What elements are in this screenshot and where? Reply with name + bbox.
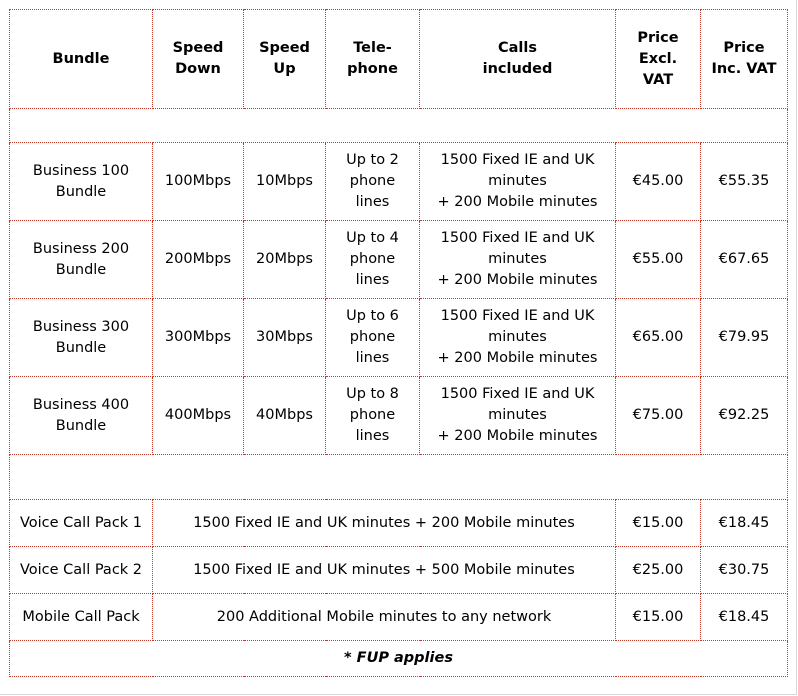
- price-excl-vat: €15.00: [616, 594, 701, 641]
- cell-line: lines: [355, 272, 390, 288]
- cell-line: lines: [355, 428, 390, 444]
- header-telephone: [326, 10, 420, 109]
- cell-line: minutes: [488, 329, 547, 345]
- cell-line: minutes: [488, 173, 547, 189]
- speed-up: 20Mbps: [244, 221, 326, 299]
- price-inc-vat: €18.45: [701, 500, 788, 547]
- price-inc-vat: €67.65: [701, 221, 788, 299]
- pack-description: 1500 Fixed IE and UK minutes + 500 Mobile minutes: [153, 547, 616, 594]
- pack-row: [10, 547, 788, 594]
- cell-line: 1500 Fixed IE and UK: [440, 308, 595, 324]
- cell-line: Speed: [172, 40, 224, 56]
- cell-line: Up to 2: [346, 152, 399, 168]
- pack-description: 1500 Fixed IE and UK minutes + 200 Mobile minutes: [153, 500, 616, 547]
- cell-line: 1500 Fixed IE and UK: [440, 152, 595, 168]
- note-row: [10, 641, 788, 677]
- pack-name: Voice Call Pack 2: [10, 547, 153, 594]
- price-excl-vat: €15.00: [616, 500, 701, 547]
- price-excl-vat: €25.00: [616, 547, 701, 594]
- cell-line: phone: [349, 329, 396, 345]
- bundle-name: [10, 377, 153, 455]
- price-inc-vat: €79.95: [701, 299, 788, 377]
- bundle-row: [10, 143, 788, 221]
- cell-line: phone: [349, 251, 396, 267]
- header-bundle: [10, 10, 153, 109]
- pack-name: Voice Call Pack 1: [10, 500, 153, 547]
- cell-line: Tele-: [353, 40, 392, 56]
- fup-note: * FUP applies: [10, 641, 788, 677]
- telephone-lines: [326, 299, 420, 377]
- cell-line: lines: [355, 194, 390, 210]
- cell-line: Bundle: [55, 417, 107, 434]
- cell-line: Bundle: [55, 261, 107, 278]
- bundle-row: [10, 377, 788, 455]
- cell-line: Up to 8: [346, 386, 399, 402]
- header-row: [10, 10, 788, 109]
- bundle-name: [10, 221, 153, 299]
- pricing-table: [9, 9, 788, 677]
- price-excl-vat: €75.00: [616, 377, 701, 455]
- cell-line: Calls: [498, 40, 537, 56]
- cell-line: Inc. VAT: [711, 61, 777, 77]
- pack-row: [10, 594, 788, 641]
- telephone-lines: [326, 143, 420, 221]
- cell-line: Price: [723, 40, 765, 56]
- cell-line: included: [482, 61, 553, 77]
- cell-line: phone: [349, 173, 396, 189]
- cell-line: + 200 Mobile minutes: [437, 350, 598, 366]
- calls-included: [420, 143, 616, 221]
- pack-name: Mobile Call Pack: [10, 594, 153, 641]
- spacer-row: [10, 109, 788, 143]
- cell-line: Bundle: [52, 50, 110, 67]
- speed-up: 30Mbps: [244, 299, 326, 377]
- calls-included: [420, 377, 616, 455]
- cell-line: phone: [349, 407, 396, 423]
- bundle-name: [10, 299, 153, 377]
- speed-down: 400Mbps: [153, 377, 244, 455]
- cell-line: Bundle: [55, 339, 107, 356]
- speed-down: 100Mbps: [153, 143, 244, 221]
- telephone-lines: [326, 221, 420, 299]
- calls-included: [420, 221, 616, 299]
- cell-line: phone: [347, 61, 398, 77]
- bundle-row: [10, 299, 788, 377]
- cell-line: minutes: [488, 407, 547, 423]
- speed-down: 200Mbps: [153, 221, 244, 299]
- cell-line: Business 300: [32, 318, 130, 335]
- cell-line: lines: [355, 350, 390, 366]
- cell-line: Speed: [259, 40, 310, 56]
- cell-line: Business 200: [32, 240, 130, 257]
- price-inc-vat: €92.25: [701, 377, 788, 455]
- telephone-lines: [326, 377, 420, 455]
- header-calls-included: [420, 10, 616, 109]
- price-inc-vat: €18.45: [701, 594, 788, 641]
- header-price-excl-vat: [616, 10, 701, 109]
- price-excl-vat: €65.00: [616, 299, 701, 377]
- cell-line: minutes: [488, 251, 547, 267]
- cell-line: Up to 6: [346, 308, 399, 324]
- cell-line: Down: [175, 61, 221, 77]
- cell-line: Business 400: [32, 396, 130, 413]
- header-speed-up: [244, 10, 326, 109]
- speed-up: 40Mbps: [244, 377, 326, 455]
- cell-line: + 200 Mobile minutes: [437, 272, 598, 288]
- cell-line: Excl.: [638, 50, 678, 67]
- cell-line: Bundle: [55, 183, 107, 200]
- cell-line: Up: [273, 61, 296, 77]
- cell-line: + 200 Mobile minutes: [437, 194, 598, 210]
- calls-included: [420, 299, 616, 377]
- spacer-cell: [10, 455, 788, 500]
- header-price-inc-vat: [701, 10, 788, 109]
- price-excl-vat: €45.00: [616, 143, 701, 221]
- header-speed-down: [153, 10, 244, 109]
- pack-row: [10, 500, 788, 547]
- cell-line: 1500 Fixed IE and UK: [440, 230, 595, 246]
- price-excl-vat: €55.00: [616, 221, 701, 299]
- cell-line: Price: [637, 29, 679, 46]
- cell-line: VAT: [642, 71, 674, 88]
- bundle-row: [10, 221, 788, 299]
- cell-line: Up to 4: [346, 230, 399, 246]
- speed-down: 300Mbps: [153, 299, 244, 377]
- price-inc-vat: €55.35: [701, 143, 788, 221]
- price-inc-vat: €30.75: [701, 547, 788, 594]
- cell-line: + 200 Mobile minutes: [437, 428, 598, 444]
- bundle-name: [10, 143, 153, 221]
- spacer-row: [10, 455, 788, 500]
- pack-description: 200 Additional Mobile minutes to any network: [153, 594, 616, 641]
- spacer-cell: [10, 109, 788, 143]
- cell-line: 1500 Fixed IE and UK: [440, 386, 595, 402]
- speed-up: 10Mbps: [244, 143, 326, 221]
- cell-line: Business 100: [32, 162, 130, 179]
